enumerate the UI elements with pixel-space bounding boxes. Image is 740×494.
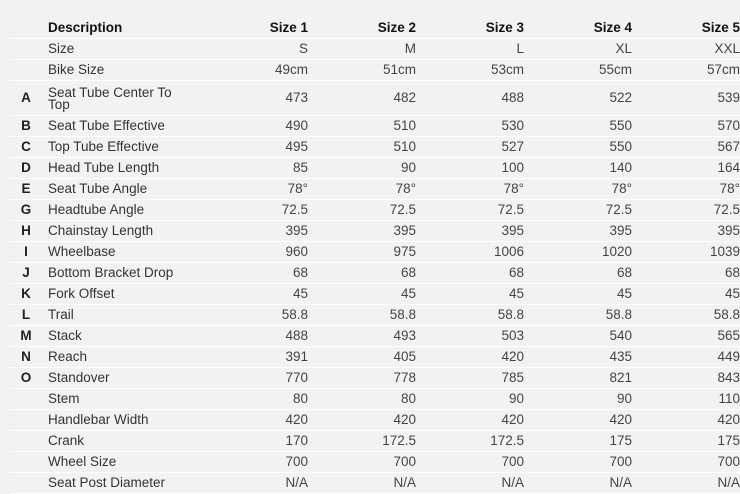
size-5-value: 567 — [632, 137, 740, 158]
size-1-value: 960 — [188, 242, 308, 263]
size-3-value: 72.5 — [416, 200, 524, 221]
table-row — [10, 284, 740, 305]
size-4-value: 435 — [524, 347, 632, 368]
row-letter — [10, 431, 48, 452]
size-5-value: 78° — [632, 179, 740, 200]
row-letter: M — [10, 326, 48, 347]
size-1-value: 80 — [188, 389, 308, 410]
table-row — [10, 242, 740, 263]
row-letter: D — [10, 158, 48, 179]
size-4-value: 395 — [524, 221, 632, 242]
row-description: Seat Post Diameter — [48, 473, 188, 494]
row-letter: G — [10, 200, 48, 221]
table-row — [10, 452, 740, 473]
size-4-value: 540 — [524, 326, 632, 347]
header-size-2: Size 2 — [308, 18, 416, 39]
size-3-value: 100 — [416, 158, 524, 179]
size-3-value: 78° — [416, 179, 524, 200]
size-2-value: 395 — [308, 221, 416, 242]
table-row — [10, 368, 740, 389]
size-1-value: 68 — [188, 263, 308, 284]
header-size-1: Size 1 — [188, 18, 308, 39]
header-size-3: Size 3 — [416, 18, 524, 39]
size-1-value: 85 — [188, 158, 308, 179]
row-letter: H — [10, 221, 48, 242]
row-description: Fork Offset — [48, 284, 188, 305]
size-1-value: 770 — [188, 368, 308, 389]
row-letter: I — [10, 242, 48, 263]
row-letter: O — [10, 368, 48, 389]
table-row — [10, 431, 740, 452]
size-5-value: XXL — [632, 39, 740, 60]
size-2-value: 172.5 — [308, 431, 416, 452]
size-2-value: N/A — [308, 473, 416, 494]
size-1-value: 420 — [188, 410, 308, 431]
size-3-value: L — [416, 39, 524, 60]
row-letter: A — [10, 81, 48, 116]
row-description: Seat Tube Effective — [48, 116, 188, 137]
size-5-value: 843 — [632, 368, 740, 389]
size-4-value: XL — [524, 39, 632, 60]
header-letter — [10, 18, 48, 39]
size-1-value: 58.8 — [188, 305, 308, 326]
row-description: Seat Tube Angle — [48, 179, 188, 200]
size-2-value: 510 — [308, 116, 416, 137]
size-3-value: 45 — [416, 284, 524, 305]
row-letter — [10, 452, 48, 473]
size-2-value: 58.8 — [308, 305, 416, 326]
table-row — [10, 347, 740, 368]
size-2-value: 510 — [308, 137, 416, 158]
row-description: Size — [48, 39, 188, 60]
size-3-value: 395 — [416, 221, 524, 242]
size-5-value: 57cm — [632, 60, 740, 81]
size-3-value: 530 — [416, 116, 524, 137]
row-letter — [10, 410, 48, 431]
size-4-value: 68 — [524, 263, 632, 284]
row-description: Wheel Size — [48, 452, 188, 473]
row-letter: C — [10, 137, 48, 158]
table-row — [10, 305, 740, 326]
size-1-value: S — [188, 39, 308, 60]
size-5-value: 570 — [632, 116, 740, 137]
size-3-value: 53cm — [416, 60, 524, 81]
table-row — [10, 221, 740, 242]
row-description: Trail — [48, 305, 188, 326]
size-1-value: 490 — [188, 116, 308, 137]
header-size-5: Size 5 — [632, 18, 740, 39]
size-4-value: 700 — [524, 452, 632, 473]
size-4-value: 45 — [524, 284, 632, 305]
size-4-value: 55cm — [524, 60, 632, 81]
size-3-value: 527 — [416, 137, 524, 158]
table-row — [10, 326, 740, 347]
size-3-value: N/A — [416, 473, 524, 494]
row-letter: K — [10, 284, 48, 305]
row-description: Headtube Angle — [48, 200, 188, 221]
size-5-value: 164 — [632, 158, 740, 179]
geometry-table — [10, 18, 740, 494]
size-4-value: N/A — [524, 473, 632, 494]
size-3-value: 503 — [416, 326, 524, 347]
row-letter: E — [10, 179, 48, 200]
size-4-value: 522 — [524, 81, 632, 116]
size-2-value: 493 — [308, 326, 416, 347]
size-1-value: 45 — [188, 284, 308, 305]
size-2-value: 45 — [308, 284, 416, 305]
size-5-value: 175 — [632, 431, 740, 452]
size-5-value: 68 — [632, 263, 740, 284]
row-description: Stem — [48, 389, 188, 410]
size-3-value: 172.5 — [416, 431, 524, 452]
table-row — [10, 39, 740, 60]
size-3-value: 420 — [416, 410, 524, 431]
table-row — [10, 158, 740, 179]
size-5-value: 58.8 — [632, 305, 740, 326]
size-1-value: 495 — [188, 137, 308, 158]
size-1-value: 395 — [188, 221, 308, 242]
size-4-value: 1020 — [524, 242, 632, 263]
table-row — [10, 200, 740, 221]
size-5-value: 565 — [632, 326, 740, 347]
row-letter — [10, 389, 48, 410]
size-3-value: 420 — [416, 347, 524, 368]
size-2-value: 482 — [308, 81, 416, 116]
size-3-value: 68 — [416, 263, 524, 284]
table-row — [10, 179, 740, 200]
size-4-value: 175 — [524, 431, 632, 452]
size-2-value: 700 — [308, 452, 416, 473]
size-5-value: 395 — [632, 221, 740, 242]
size-4-value: 140 — [524, 158, 632, 179]
size-2-value: 80 — [308, 389, 416, 410]
table-row — [10, 389, 740, 410]
table-row — [10, 263, 740, 284]
size-5-value: N/A — [632, 473, 740, 494]
row-letter: N — [10, 347, 48, 368]
header-row — [10, 18, 740, 39]
size-1-value: 488 — [188, 326, 308, 347]
table-row — [10, 410, 740, 431]
row-description: Stack — [48, 326, 188, 347]
size-5-value: 449 — [632, 347, 740, 368]
size-2-value: 405 — [308, 347, 416, 368]
size-2-value: 68 — [308, 263, 416, 284]
size-4-value: 550 — [524, 137, 632, 158]
size-3-value: 488 — [416, 81, 524, 116]
header-size-4: Size 4 — [524, 18, 632, 39]
size-2-value: M — [308, 39, 416, 60]
row-description: Seat Tube Center To Top — [48, 81, 188, 116]
row-description: Crank — [48, 431, 188, 452]
row-description: Standover — [48, 368, 188, 389]
row-description: Reach — [48, 347, 188, 368]
row-letter: B — [10, 116, 48, 137]
size-3-value: 1006 — [416, 242, 524, 263]
size-1-value: 72.5 — [188, 200, 308, 221]
size-3-value: 58.8 — [416, 305, 524, 326]
row-description: Chainstay Length — [48, 221, 188, 242]
row-letter — [10, 60, 48, 81]
size-5-value: 110 — [632, 389, 740, 410]
size-1-value: 49cm — [188, 60, 308, 81]
header-description: Description — [48, 18, 188, 39]
size-4-value: 72.5 — [524, 200, 632, 221]
size-5-value: 420 — [632, 410, 740, 431]
size-5-value: 700 — [632, 452, 740, 473]
size-4-value: 420 — [524, 410, 632, 431]
size-3-value: 90 — [416, 389, 524, 410]
row-letter: L — [10, 305, 48, 326]
table-row — [10, 137, 740, 158]
size-3-value: 785 — [416, 368, 524, 389]
size-1-value: 78° — [188, 179, 308, 200]
size-1-value: 170 — [188, 431, 308, 452]
size-2-value: 72.5 — [308, 200, 416, 221]
size-5-value: 45 — [632, 284, 740, 305]
table-row — [10, 116, 740, 137]
size-5-value: 1039 — [632, 242, 740, 263]
row-description: Bike Size — [48, 60, 188, 81]
size-2-value: 78° — [308, 179, 416, 200]
size-1-value: 473 — [188, 81, 308, 116]
size-4-value: 58.8 — [524, 305, 632, 326]
size-1-value: N/A — [188, 473, 308, 494]
size-2-value: 51cm — [308, 60, 416, 81]
size-1-value: 391 — [188, 347, 308, 368]
size-4-value: 550 — [524, 116, 632, 137]
row-letter — [10, 39, 48, 60]
row-letter: J — [10, 263, 48, 284]
size-4-value: 90 — [524, 389, 632, 410]
row-description: Head Tube Length — [48, 158, 188, 179]
size-4-value: 821 — [524, 368, 632, 389]
size-5-value: 539 — [632, 81, 740, 116]
table-row — [10, 81, 740, 116]
size-2-value: 778 — [308, 368, 416, 389]
size-1-value: 700 — [188, 452, 308, 473]
size-2-value: 420 — [308, 410, 416, 431]
size-2-value: 90 — [308, 158, 416, 179]
size-2-value: 975 — [308, 242, 416, 263]
size-4-value: 78° — [524, 179, 632, 200]
size-3-value: 700 — [416, 452, 524, 473]
table-row — [10, 473, 740, 494]
table-row — [10, 60, 740, 81]
row-letter — [10, 473, 48, 494]
row-description: Top Tube Effective — [48, 137, 188, 158]
row-description: Handlebar Width — [48, 410, 188, 431]
row-description: Wheelbase — [48, 242, 188, 263]
row-description: Bottom Bracket Drop — [48, 263, 188, 284]
size-5-value: 72.5 — [632, 200, 740, 221]
